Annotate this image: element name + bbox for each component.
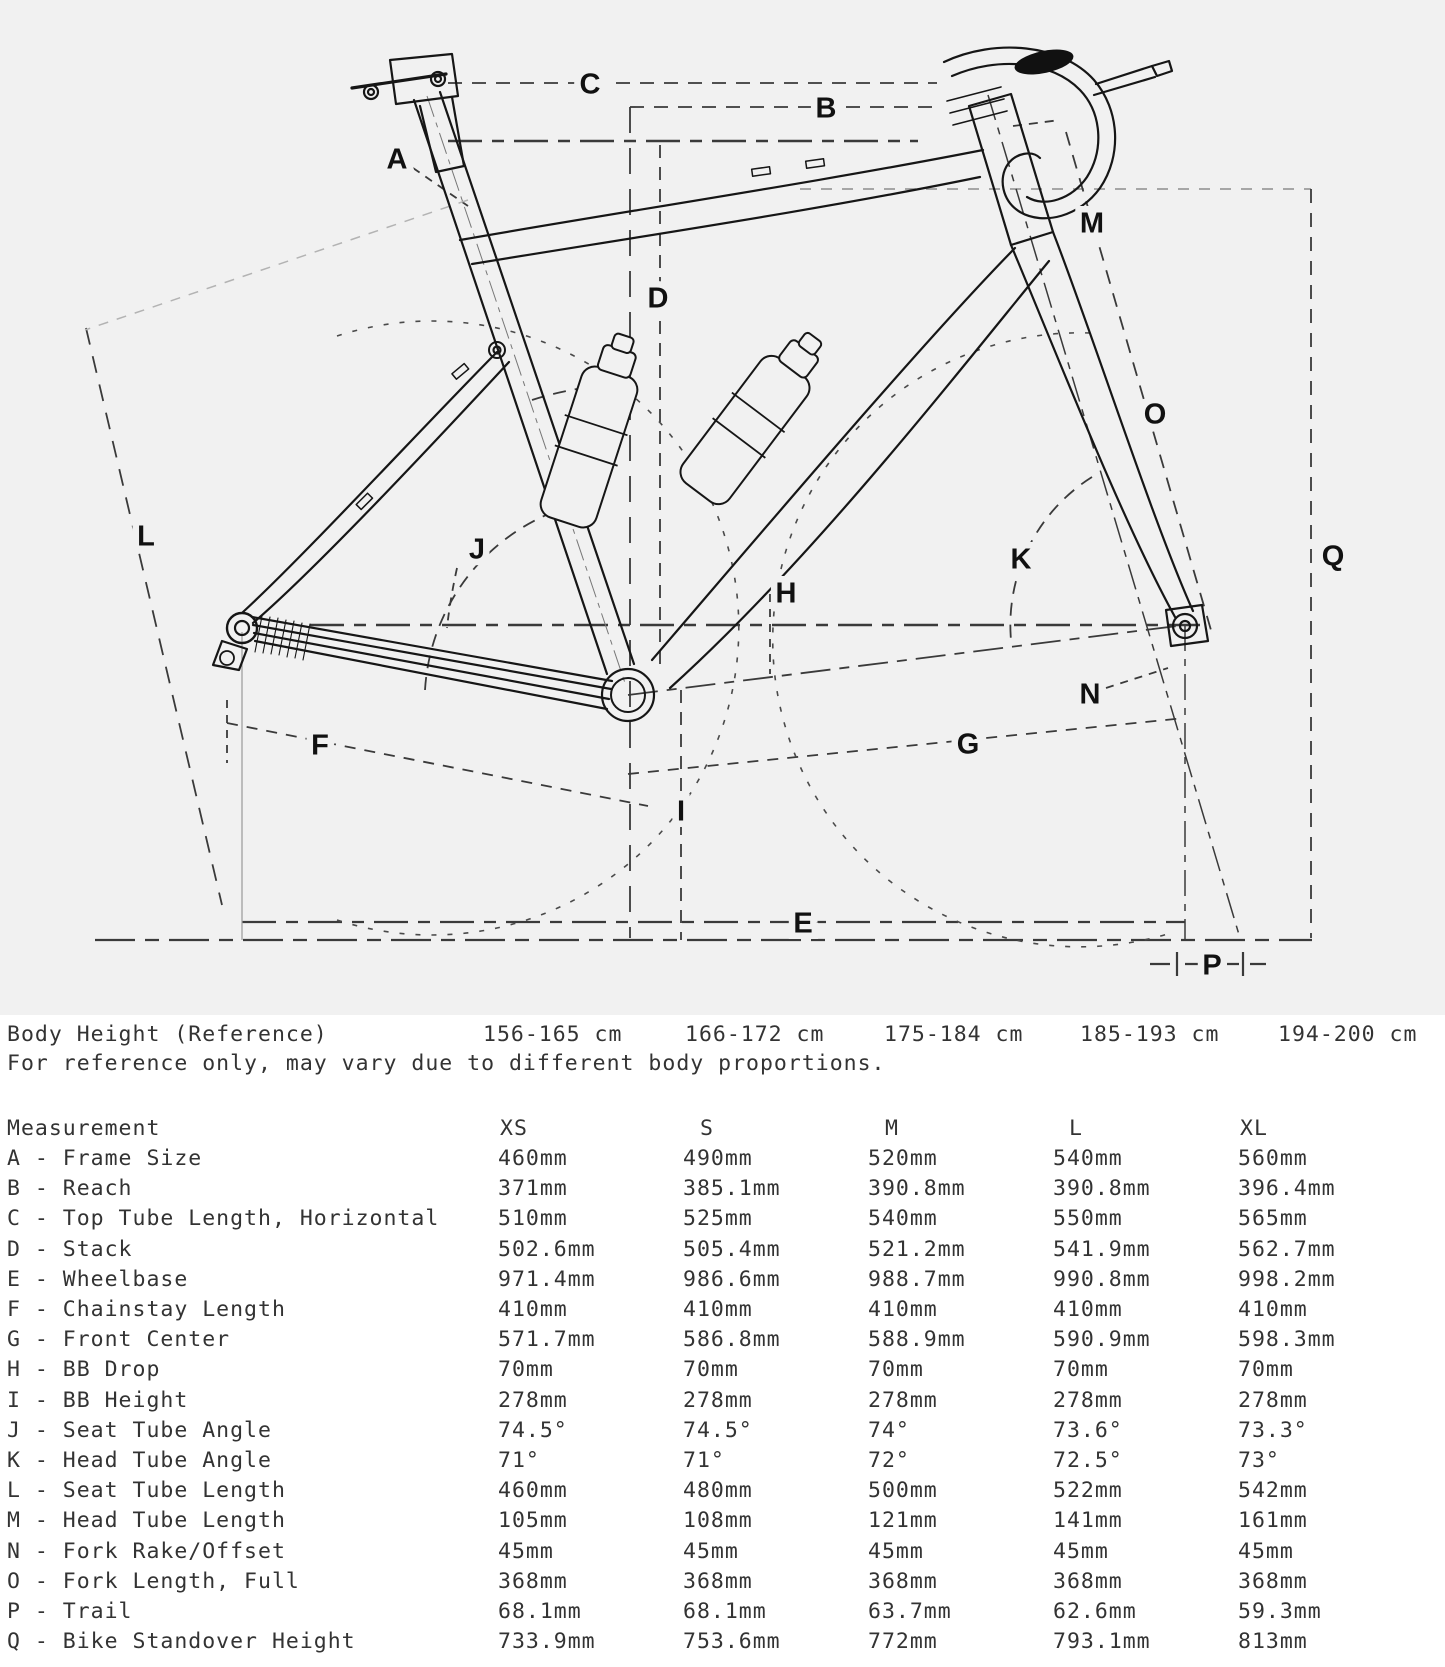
measurement-lines: [85, 83, 1312, 976]
table-cell: 73°: [1238, 1448, 1280, 1473]
table-row-label: E - Wheelbase: [7, 1266, 189, 1292]
table-cell: 460mm: [498, 1478, 568, 1504]
table-cell: 278mm: [683, 1387, 753, 1413]
table-cell: 410mm: [683, 1297, 753, 1322]
table-cell: 74°: [868, 1417, 910, 1443]
table-cell: 70mm: [683, 1357, 739, 1383]
table-header-size-m: M: [885, 1116, 899, 1141]
table-cell: 73.6°: [1053, 1417, 1123, 1443]
seat-stay: [243, 352, 509, 623]
diagram-label-C: C: [579, 68, 601, 101]
water-bottles: [533, 317, 841, 532]
diagram-label-A: A: [386, 143, 408, 176]
table-cell: 45mm: [498, 1538, 554, 1564]
table-cell: 45mm: [1053, 1538, 1109, 1564]
top-tube: [460, 150, 983, 264]
diagram-label-H: H: [775, 577, 797, 610]
table-cell: 368mm: [683, 1568, 753, 1594]
diagram-label-I: I: [676, 795, 686, 828]
table-cell: 410mm: [1053, 1297, 1123, 1322]
table-cell: 368mm: [1053, 1568, 1123, 1594]
table-cell: 510mm: [498, 1206, 568, 1232]
table-header-size-l: L: [1069, 1116, 1083, 1141]
table-cell: 74.5°: [683, 1417, 753, 1443]
table-row-label: A - Frame Size: [7, 1146, 203, 1171]
table-cell: 590.9mm: [1053, 1327, 1151, 1353]
table-cell: 540mm: [1053, 1146, 1123, 1171]
table-header-measurement: Measurement: [7, 1116, 161, 1141]
table-cell: 998.2mm: [1238, 1266, 1336, 1292]
diagram-label-B: B: [815, 92, 837, 125]
table-row-label: N - Fork Rake/Offset: [7, 1538, 286, 1564]
table-cell: 522mm: [1053, 1478, 1123, 1504]
table-cell: 141mm: [1053, 1508, 1123, 1534]
table-cell: 278mm: [868, 1387, 938, 1413]
table-cell: 70mm: [1238, 1357, 1294, 1383]
table-cell: 460mm: [498, 1146, 568, 1171]
table-cell: 480mm: [683, 1478, 753, 1504]
table-cell: 598.3mm: [1238, 1327, 1336, 1353]
diagram-label-D: D: [647, 282, 669, 315]
diagram-label-Q: Q: [1321, 540, 1345, 573]
table-cell: 368mm: [498, 1568, 568, 1594]
table-row-label: M - Head Tube Length: [7, 1508, 286, 1534]
table-row-label: O - Fork Length, Full: [7, 1568, 300, 1594]
table-cell: 45mm: [868, 1538, 924, 1564]
table-cell: 62.6mm: [1053, 1599, 1137, 1624]
table-cell: 542mm: [1238, 1478, 1308, 1504]
table-cell: 390.8mm: [868, 1176, 966, 1202]
table-cell: 502.6mm: [498, 1236, 596, 1262]
table-cell: 565mm: [1238, 1206, 1308, 1232]
table-cell: 72°: [868, 1448, 910, 1473]
table-cell: 108mm: [683, 1508, 753, 1534]
table-cell: 68.1mm: [683, 1599, 767, 1624]
table-row-label: J - Seat Tube Angle: [7, 1417, 272, 1443]
table-cell: 772mm: [868, 1629, 938, 1655]
table-cell: 368mm: [868, 1568, 938, 1594]
table-cell: 586.8mm: [683, 1327, 781, 1353]
table-cell: 278mm: [1053, 1387, 1123, 1413]
table-cell: 63.7mm: [868, 1599, 952, 1624]
table-row-label: F - Chainstay Length: [7, 1297, 286, 1322]
table-cell: 733.9mm: [498, 1629, 596, 1655]
table-cell: 74.5°: [498, 1417, 568, 1443]
table-cell: 70mm: [1053, 1357, 1109, 1383]
table-cell: 59.3mm: [1238, 1599, 1322, 1624]
table-cell: 71°: [498, 1448, 540, 1473]
table-cell: 971.4mm: [498, 1266, 596, 1292]
table-cell: 521.2mm: [868, 1236, 966, 1262]
table-cell: 571.7mm: [498, 1327, 596, 1353]
table-row-label: L - Seat Tube Length: [7, 1478, 286, 1504]
table-cell: 525mm: [683, 1206, 753, 1232]
body-height-note: For reference only, may vary due to different body proportions.: [7, 1051, 886, 1076]
table-cell: 550mm: [1053, 1206, 1123, 1232]
body-height-range: 156-165 cm: [483, 1022, 623, 1047]
diagram-label-L: L: [137, 520, 155, 553]
seat-clamp: [390, 54, 458, 104]
table-cell: 500mm: [868, 1478, 938, 1504]
table-cell: 390.8mm: [1053, 1176, 1151, 1202]
table-cell: 368mm: [1238, 1568, 1308, 1594]
diagram-label-P: P: [1202, 949, 1222, 982]
diagram-label-O: O: [1143, 398, 1167, 431]
down-tube-bottle: [672, 317, 841, 512]
table-header-size-s: S: [700, 1116, 714, 1141]
table-row-label: G - Front Center: [7, 1327, 231, 1353]
seat-tube-bottle: [533, 326, 656, 533]
table-cell: 70mm: [498, 1357, 554, 1383]
table-cell: 588.9mm: [868, 1327, 966, 1353]
diagram-label-E: E: [793, 907, 813, 940]
table-cell: 560mm: [1238, 1146, 1308, 1171]
table-cell: 45mm: [1238, 1538, 1294, 1564]
table-cell: 371mm: [498, 1176, 568, 1202]
diagram-label-J: J: [468, 533, 486, 566]
table-row-label: K - Head Tube Angle: [7, 1448, 272, 1473]
body-height-range: 194-200 cm: [1278, 1022, 1418, 1047]
table-cell: 385.1mm: [683, 1176, 781, 1202]
table-cell: 988.7mm: [868, 1266, 966, 1292]
table-cell: 68.1mm: [498, 1599, 582, 1624]
table-row-label: Q - Bike Standover Height: [7, 1629, 356, 1655]
diagram-label-K: K: [1010, 543, 1032, 576]
table-cell: 72.5°: [1053, 1448, 1123, 1473]
stem-clamp: [1012, 45, 1075, 79]
table-cell: 121mm: [868, 1508, 938, 1534]
body-height-label: Body Height (Reference): [7, 1022, 328, 1047]
table-cell: 540mm: [868, 1206, 938, 1232]
table-cell: 410mm: [868, 1297, 938, 1322]
table-cell: 505.4mm: [683, 1236, 781, 1262]
table-cell: 520mm: [868, 1146, 938, 1171]
diagram-label-G: G: [956, 728, 980, 761]
table-row-label: C - Top Tube Length, Horizontal: [7, 1206, 440, 1232]
diagram-label-N: N: [1079, 678, 1101, 711]
table-cell: 562.7mm: [1238, 1236, 1336, 1262]
diagram-label-M: M: [1079, 207, 1105, 240]
headset-spacers: [947, 87, 1007, 125]
table-cell: 105mm: [498, 1508, 568, 1534]
table-cell: 490mm: [683, 1146, 753, 1171]
head-tube: [969, 94, 1053, 245]
table-row-label: P - Trail: [7, 1599, 133, 1624]
table-cell: 70mm: [868, 1357, 924, 1383]
table-cell: 71°: [683, 1448, 725, 1473]
table-header-size-xl: XL: [1240, 1116, 1268, 1141]
measurement-letter-labels: [137, 68, 1344, 981]
table-cell: 161mm: [1238, 1508, 1308, 1534]
table-cell: 278mm: [498, 1387, 568, 1413]
diagram-label-F: F: [311, 729, 329, 762]
table-cell: 813mm: [1238, 1629, 1308, 1655]
table-cell: 541.9mm: [1053, 1236, 1151, 1262]
body-height-range: 175-184 cm: [884, 1022, 1024, 1047]
chainstay: [252, 617, 612, 709]
table-row-label: D - Stack: [7, 1236, 133, 1262]
table-row-label: I - BB Height: [7, 1387, 189, 1413]
table-cell: 990.8mm: [1053, 1266, 1151, 1292]
table-cell: 410mm: [498, 1297, 568, 1322]
table-row-label: B - Reach: [7, 1176, 133, 1202]
table-cell: 45mm: [683, 1538, 739, 1564]
table-cell: 986.6mm: [683, 1266, 781, 1292]
table-cell: 73.3°: [1238, 1417, 1308, 1443]
table-cell: 753.6mm: [683, 1629, 781, 1655]
table-cell: 396.4mm: [1238, 1176, 1336, 1202]
table-cell: 278mm: [1238, 1387, 1308, 1413]
table-header-size-xs: XS: [500, 1116, 528, 1141]
body-height-range: 166-172 cm: [685, 1022, 825, 1047]
table-cell: 410mm: [1238, 1297, 1308, 1322]
bike-frame: [213, 45, 1208, 721]
body-height-range: 185-193 cm: [1080, 1022, 1220, 1047]
table-cell: 793.1mm: [1053, 1629, 1151, 1655]
table-row-label: H - BB Drop: [7, 1357, 161, 1383]
